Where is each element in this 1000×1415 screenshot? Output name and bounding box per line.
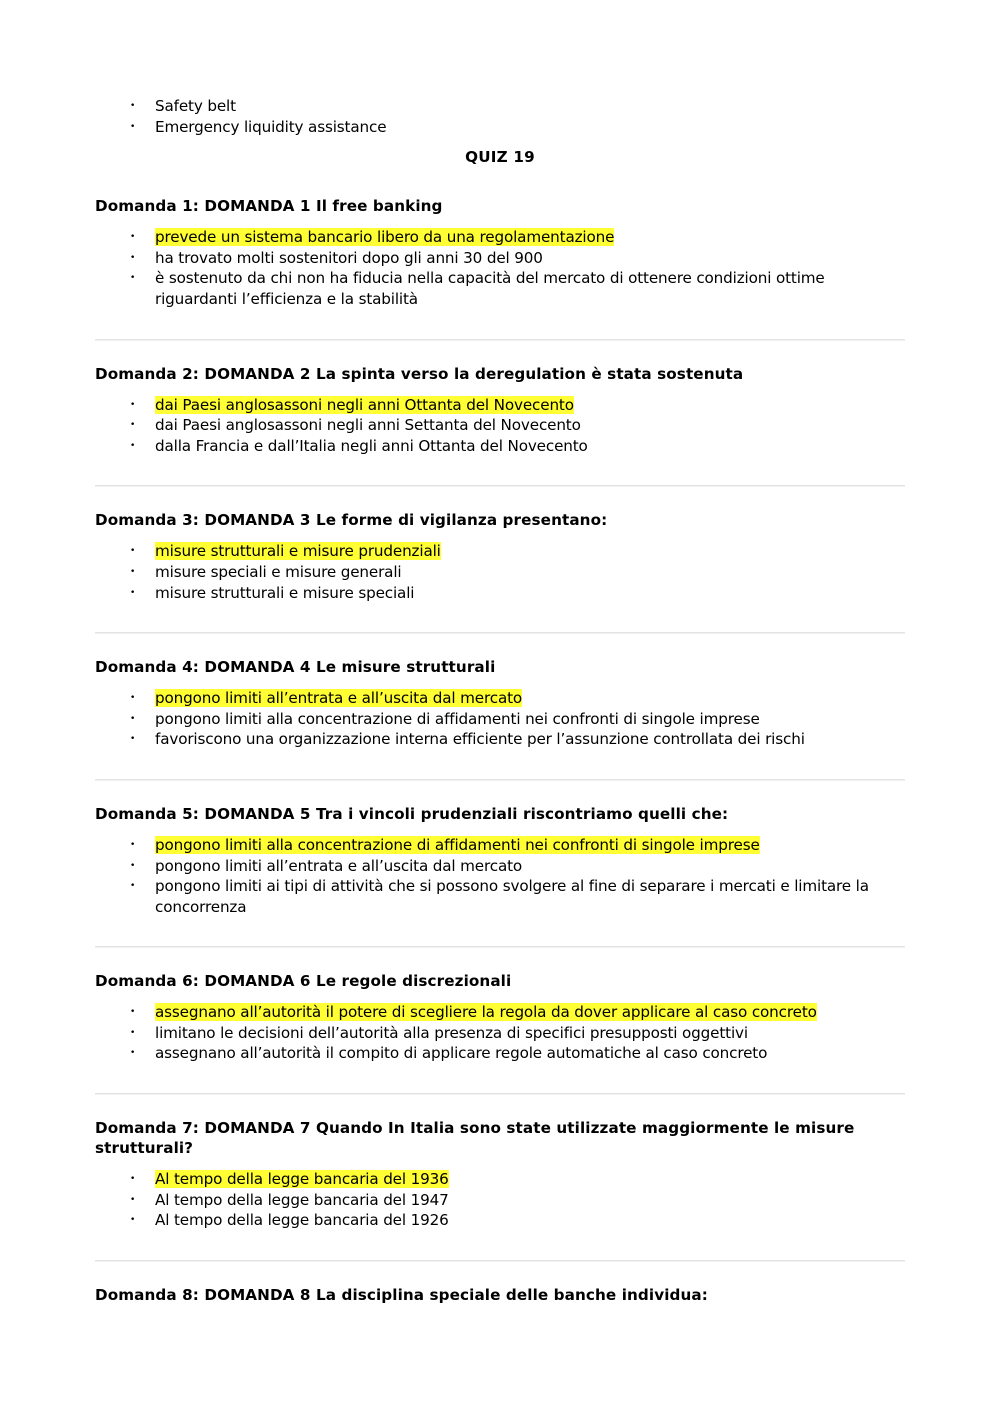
bullet-icon: • bbox=[130, 1215, 136, 1226]
bullet-icon: • bbox=[130, 1007, 136, 1018]
question-title: Domanda 6: DOMANDA 6 Le regole discrezionali bbox=[95, 972, 512, 991]
bullet-icon: • bbox=[130, 566, 136, 577]
question-title: Domanda 4: DOMANDA 4 Le misure strutturali bbox=[95, 658, 496, 677]
separator bbox=[95, 485, 905, 487]
bullet-icon: • bbox=[130, 101, 136, 111]
option: • misure strutturali e misure speciali bbox=[130, 583, 415, 602]
correct-option: • prevede un sistema bancario libero da una regolamentazione bbox=[130, 228, 615, 247]
option: • è sostenuto da chi non ha fiducia nella capacità del mercato di ottenere condizioni ottime riguardanti l’efficienza e la stabilità bbox=[130, 269, 825, 308]
document-page bbox=[95, 96, 905, 1305]
question-6 bbox=[95, 971, 905, 1064]
option: • pongono limiti ai tipi di attività che si possono svolgere al fine di separare i mercati e limitare la concorrenza bbox=[130, 877, 869, 916]
options-list bbox=[95, 1002, 905, 1064]
option: • Al tempo della legge bancaria del 1926 bbox=[130, 1211, 449, 1230]
bullet-icon: • bbox=[130, 1048, 136, 1059]
bullet-icon: • bbox=[130, 232, 136, 243]
separator bbox=[95, 1093, 905, 1095]
question-title: Domanda 3: DOMANDA 3 Le forme di vigilanza presentano: bbox=[95, 511, 608, 530]
bullet-icon: • bbox=[130, 713, 136, 724]
bullet-icon: • bbox=[130, 1194, 136, 1205]
bullet-icon: • bbox=[130, 839, 136, 850]
question-5 bbox=[95, 804, 905, 917]
separator bbox=[95, 779, 905, 781]
options-list bbox=[95, 227, 905, 309]
option: • misure speciali e misure generali bbox=[130, 562, 402, 581]
bullet-icon: • bbox=[130, 399, 136, 410]
separator bbox=[95, 632, 905, 634]
options-list bbox=[95, 688, 905, 750]
options-list bbox=[95, 395, 905, 457]
bullet-icon: • bbox=[130, 440, 136, 451]
bullet-icon: • bbox=[130, 252, 136, 263]
question-2 bbox=[95, 364, 905, 457]
previous-options-list bbox=[95, 96, 905, 137]
question-7 bbox=[95, 1118, 905, 1231]
options-list bbox=[95, 835, 905, 917]
bullet-icon: • bbox=[130, 420, 136, 431]
question-title: Domanda 7: DOMANDA 7 Quando In Italia sono state utilizzate maggiormente le misure strutturali? bbox=[95, 1119, 855, 1158]
question-1 bbox=[95, 196, 905, 309]
list-item: • Safety belt bbox=[130, 97, 236, 115]
option: • limitano le decisioni dell’autorità alla presenza di specifici presupposti oggettivi bbox=[130, 1023, 748, 1042]
correct-option: • Al tempo della legge bancaria del 1936 bbox=[130, 1170, 449, 1189]
separator bbox=[95, 946, 905, 948]
option: • Al tempo della legge bancaria del 1947 bbox=[130, 1190, 449, 1209]
option: • favoriscono una organizzazione interna efficiente per l’assunzione controllata dei rischi bbox=[130, 730, 805, 749]
bullet-icon: • bbox=[130, 121, 136, 132]
correct-option: • assegnano all’autorità il potere di scegliere la regola da dover applicare al caso concreto bbox=[130, 1003, 817, 1022]
option: • ha trovato molti sostenitori dopo gli anni 30 del 900 bbox=[130, 248, 543, 267]
bullet-icon: • bbox=[130, 860, 136, 871]
bullet-icon: • bbox=[130, 273, 136, 284]
correct-option: • dai Paesi anglosassoni negli anni Ottanta del Novecento bbox=[130, 395, 574, 414]
separator bbox=[95, 339, 905, 341]
options-list bbox=[95, 1169, 905, 1231]
question-title: Domanda 2: DOMANDA 2 La spinta verso la deregulation è stata sostenuta bbox=[95, 364, 744, 383]
question-title: Domanda 5: DOMANDA 5 Tra i vincoli prudenziali riscontriamo quelli che: bbox=[95, 804, 729, 823]
bullet-icon: • bbox=[130, 881, 136, 892]
question-3 bbox=[95, 510, 905, 603]
bullet-icon: • bbox=[130, 546, 136, 557]
list-item: • Emergency liquidity assistance bbox=[130, 117, 387, 136]
question-8 bbox=[95, 1285, 905, 1305]
option: • dai Paesi anglosassoni negli anni Settanta del Novecento bbox=[130, 416, 581, 435]
quiz-title: QUIZ 19 bbox=[465, 148, 535, 167]
correct-option: • pongono limiti alla concentrazione di affidamenti nei confronti di singole imprese bbox=[130, 835, 760, 854]
bullet-icon: • bbox=[130, 693, 136, 704]
option: • assegnano all’autorità il compito di applicare regole automatiche al caso concreto bbox=[130, 1044, 768, 1063]
correct-option: • misure strutturali e misure prudenziali bbox=[130, 542, 441, 561]
options-list bbox=[95, 541, 905, 603]
bullet-icon: • bbox=[130, 587, 136, 598]
bullet-icon: • bbox=[130, 1174, 136, 1185]
question-4 bbox=[95, 657, 905, 750]
option: • pongono limiti alla concentrazione di affidamenti nei confronti di singole imprese bbox=[130, 709, 760, 728]
bullet-icon: • bbox=[130, 734, 136, 745]
separator bbox=[95, 1260, 905, 1262]
question-title: Domanda 8: DOMANDA 8 La disciplina speciale delle banche individua: bbox=[95, 1285, 708, 1304]
option: • dalla Francia e dall’Italia negli anni Ottanta del Novecento bbox=[130, 436, 588, 455]
question-title: Domanda 1: DOMANDA 1 Il free banking bbox=[95, 197, 443, 216]
option: • pongono limiti all’entrata e all’uscita dal mercato bbox=[130, 856, 523, 875]
bullet-icon: • bbox=[130, 1027, 136, 1038]
correct-option: • pongono limiti all’entrata e all’uscita dal mercato bbox=[130, 689, 523, 708]
